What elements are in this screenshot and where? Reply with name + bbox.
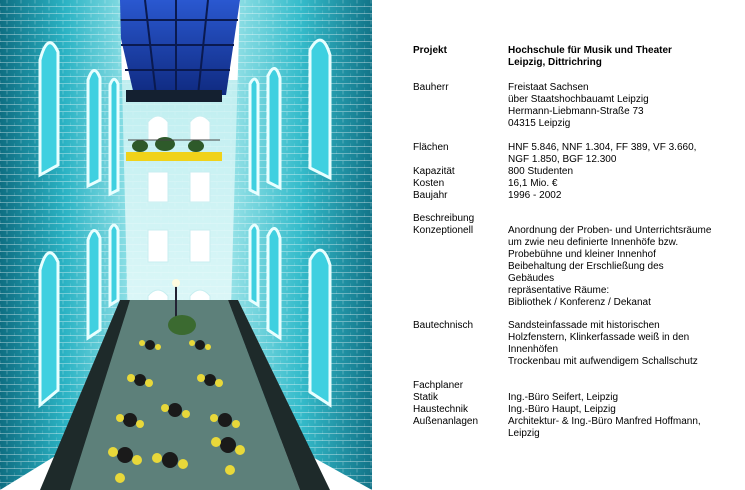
flaechen-line: NGF 1.850, BGF 12.300 bbox=[508, 154, 617, 165]
bautechnisch-line: Sandsteinfassade mit historischen bbox=[508, 320, 660, 331]
label-kapazitaet: Kapazität bbox=[413, 166, 455, 177]
konzeptionell-line: Bibliothek / Konferenz / Dekanat bbox=[508, 297, 651, 308]
bauherr-line: Freistaat Sachsen bbox=[508, 82, 589, 93]
konzeptionell-line: Probebühne und kleiner Innenhof bbox=[508, 249, 656, 260]
label-aussenanlagen: Außenanlagen bbox=[413, 416, 479, 427]
value-flaechen bbox=[508, 142, 733, 166]
bauherr-line: Hermann-Liebmann-Straße 73 bbox=[508, 106, 644, 117]
label-baujahr: Baujahr bbox=[413, 190, 448, 201]
flaechen-line: HNF 5.846, NNF 1.304, FF 389, VF 3.660, bbox=[508, 142, 697, 153]
label-kosten: Kosten bbox=[413, 178, 445, 189]
projekt-line: Hochschule für Musik und Theater bbox=[508, 45, 672, 56]
konzeptionell-line: um zwie neu definierte Innenhöfe bzw. bbox=[508, 237, 679, 248]
label-projekt: Projekt bbox=[413, 45, 447, 56]
projekt-line: Leipzig, Dittrichring bbox=[508, 57, 602, 68]
bautechnisch-line: Innenhöfen bbox=[508, 344, 559, 355]
label-bautechnisch: Bautechnisch bbox=[413, 320, 474, 331]
value-bauherr bbox=[508, 82, 733, 130]
bauherr-line: über Staatshochbauamt Leipzig bbox=[508, 94, 649, 105]
konzeptionell-line: Anordnung der Proben- und Unterrichtsräume bbox=[508, 225, 712, 236]
label-statik: Statik bbox=[413, 392, 439, 403]
value-aussenanlagen bbox=[508, 416, 733, 440]
value-projekt bbox=[508, 45, 733, 69]
value-kosten: 16,1 Mio. € bbox=[508, 178, 558, 189]
label-bauherr: Bauherr bbox=[413, 82, 449, 93]
label-beschreibung: Beschreibung bbox=[413, 213, 475, 224]
value-kapazitaet: 800 Studenten bbox=[508, 166, 574, 177]
label-haustechnik: Haustechnik bbox=[413, 404, 469, 415]
bauherr-line: 04315 Leipzig bbox=[508, 118, 571, 129]
value-bautechnisch bbox=[508, 320, 733, 368]
konzeptionell-line: Gebäudes bbox=[508, 273, 555, 284]
label-flaechen: Flächen bbox=[413, 142, 449, 153]
konzeptionell-line: repräsentative Räume: bbox=[508, 285, 610, 296]
konzeptionell-line: Beibehaltung der Erschließung des bbox=[508, 261, 664, 272]
value-baujahr: 1996 - 2002 bbox=[508, 190, 562, 201]
bautechnisch-line: Trockenbau mit aufwendigem Schallschutz bbox=[508, 356, 698, 367]
aussenanlagen-line: Leipzig bbox=[508, 428, 540, 439]
aussenanlagen-line: Architektur- & Ing.-Büro Manfred Hoffmann, bbox=[508, 416, 701, 427]
value-konzeptionell bbox=[508, 225, 733, 309]
bautechnisch-line: Holzfenstern, Klinkerfassade weiß in den bbox=[508, 332, 690, 343]
value-statik: Ing.-Büro Seifert, Leipzig bbox=[508, 392, 619, 403]
value-haustechnik: Ing.-Büro Haupt, Leipzig bbox=[508, 404, 616, 415]
label-konzeptionell: Konzeptionell bbox=[413, 225, 474, 236]
label-fachplaner: Fachplaner bbox=[413, 380, 464, 391]
